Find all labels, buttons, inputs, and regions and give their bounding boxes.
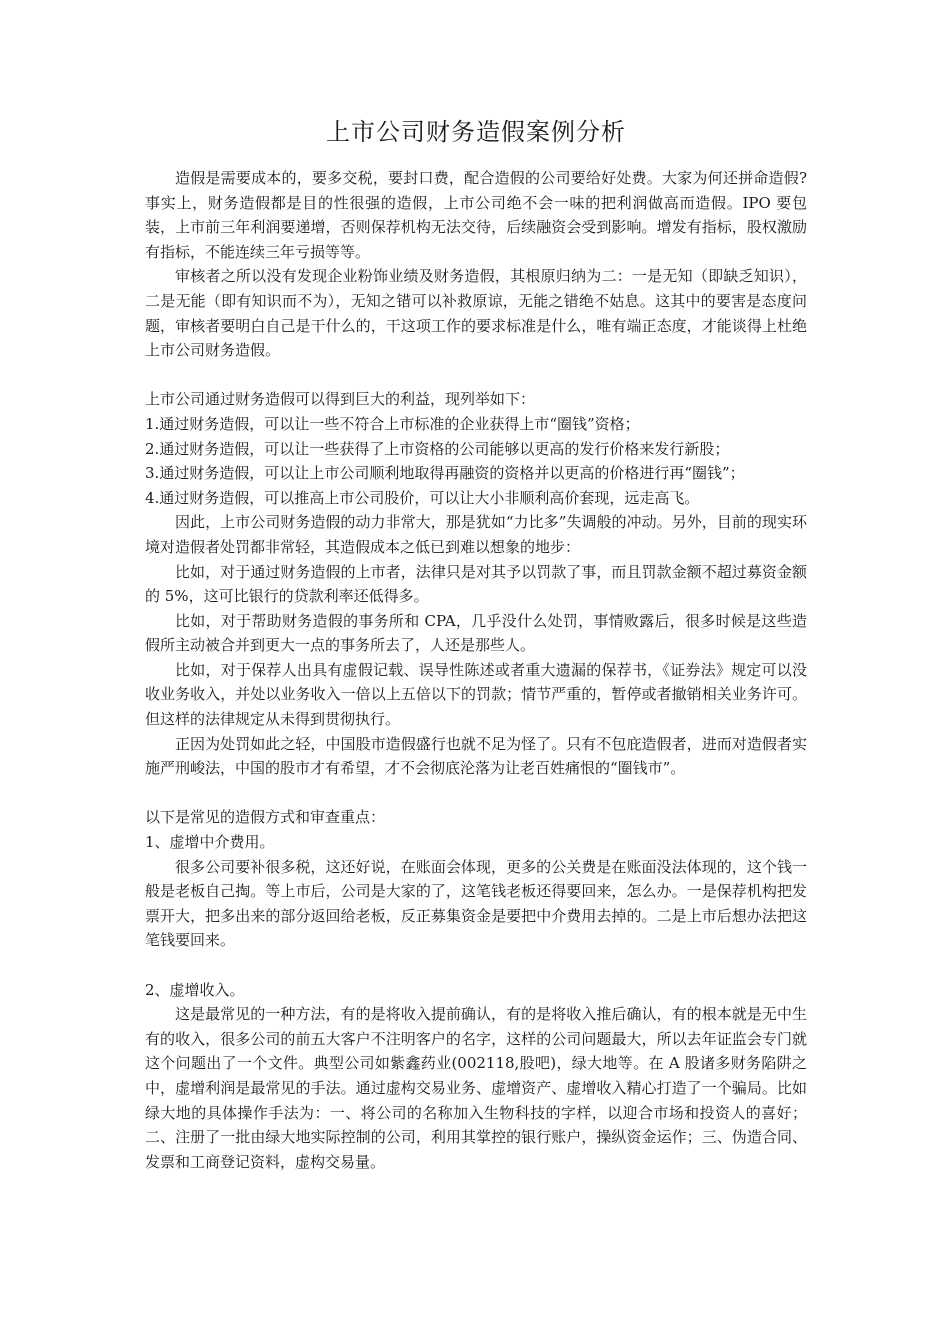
paragraph: 1、虚增中介费用。	[145, 833, 275, 852]
paragraph: 上市公司通过财务造假可以得到巨大的利益，现列举如下：	[145, 390, 536, 409]
paragraph: 造假是需要成本的，要多交税，要封口费，配合造假的公司要给好处费。大家为何还拼命造假?事实上，财务造假都是目的性很强的造假，上市公司绝不会一味的把利润做高而造假。IPO 要包装，上市前三年利润要递增，否则保荐机构无法交待，后续融资会受到影响。增发有指标，股权激励有指标，不能连续三年亏损等等。	[145, 169, 807, 261]
paragraph: 1.通过财务造假，可以让一些不符合上市标准的企业获得上市“圈钱”资格；	[145, 414, 640, 433]
paragraph-gap	[145, 781, 807, 806]
paragraph-gap	[145, 953, 807, 978]
paragraph: 正因为处罚如此之轻，中国股市造假盛行也就不足为怪了。只有不包庇造假者，进而对造假者实施严刑峻法，中国的股市才有希望，才不会彻底沦落为让老百姓痛恨的“圈钱市”。	[145, 734, 807, 778]
paragraph: 比如，对于通过财务造假的上市者，法律只是对其予以罚款了事，而且罚款金额不超过募资金额的 5%，这可比银行的贷款利率还低得多。	[145, 562, 807, 606]
paragraph: 审核者之所以没有发现企业粉饰业绩及财务造假，其根原归纳为二：一是无知（即缺乏知识），二是无能（即有知识而不为），无知之错可以补救原谅，无能之错绝不姑息。这其中的要害是态度问题，审核者要明白自己是干什么的，干这项工作的要求标准是什么，唯有端正态度，才能谈得上杜绝上市公司财务造假。	[145, 267, 807, 360]
paragraph: 比如，对于帮助财务造假的事务所和 CPA，几乎没什么处罚，事情败露后，很多时候是这些造假所主动被合并到更大一点的事务所去了，人还是那些人。	[145, 611, 807, 655]
paragraph-gap	[145, 363, 807, 388]
paragraph: 2.通过财务造假，可以让一些获得了上市资格的公司能够以更高的发行价格来发行新股；	[145, 439, 730, 458]
paragraph: 因此，上市公司财务造假的动力非常大，那是犹如“力比多”失调般的冲动。另外，目前的现实环境对造假者处罚都非常轻，其造假成本之低已到难以想象的地步：	[145, 513, 807, 556]
paragraph: 很多公司要补很多税，这还好说，在账面会体现，更多的公关费是在账面没法体现的，这个钱一般是老板自己掏。等上市后，公司是大家的了，这笔钱老板还得要回来，怎么办。一是保荐机构把发票开大，把多出来的部分返回给老板，反正募集资金是要把中介费用去掉的。二是上市后想办法把这笔钱要回来。	[145, 857, 807, 950]
paragraph: 以下是常见的造假方式和审查重点：	[145, 808, 386, 827]
document-page	[145, 114, 807, 1174]
document-body	[145, 166, 807, 1174]
document-title: 上市公司财务造假案例分析	[326, 118, 626, 146]
paragraph: 比如，对于保荐人出具有虚假记载、误导性陈述或者重大遗漏的保荐书，《证券法》规定可以没收业务收入，并处以业务收入一倍以上五倍以下的罚款；情节严重的，暂停或者撤销相关业务许可。但这样的法律规定从未得到贯彻执行。	[145, 660, 807, 729]
paragraph: 这是最常见的一种方法，有的是将收入提前确认，有的是将收入推后确认，有的根本就是无中生有的收入，很多公司的前五大客户不注明客户的名字，这样的公司问题最大，所以去年证监会专门就这个问题出了一个文件。典型公司如紫鑫药业(002118,股吧)，绿大地等。在 A 股诸多财务陷阱之中，虚增利润是最常见的手法。通过虚构交易业务、虚增资产、虚增收入精心打造了一个骗局。比如绿大地的具体操作手法为：一、将公司的名称加入生物科技的字样，以迎合市场和投资人的喜好；二、注册了一批由绿大地实际控制的公司，利用其掌控的银行账户，操纵资金运作；三、伪造合同、发票和工商登记资料，虚构交易量。	[145, 1005, 807, 1171]
paragraph: 4.通过财务造假，可以推高上市公司股价，可以让大小非顺利高价套现，远走高飞。	[145, 488, 700, 507]
paragraph: 2、虚增收入。	[145, 980, 245, 999]
paragraph: 3.通过财务造假，可以让上市公司顺利地取得再融资的资格并以更高的价格进行再“圈钱”；	[145, 464, 745, 483]
